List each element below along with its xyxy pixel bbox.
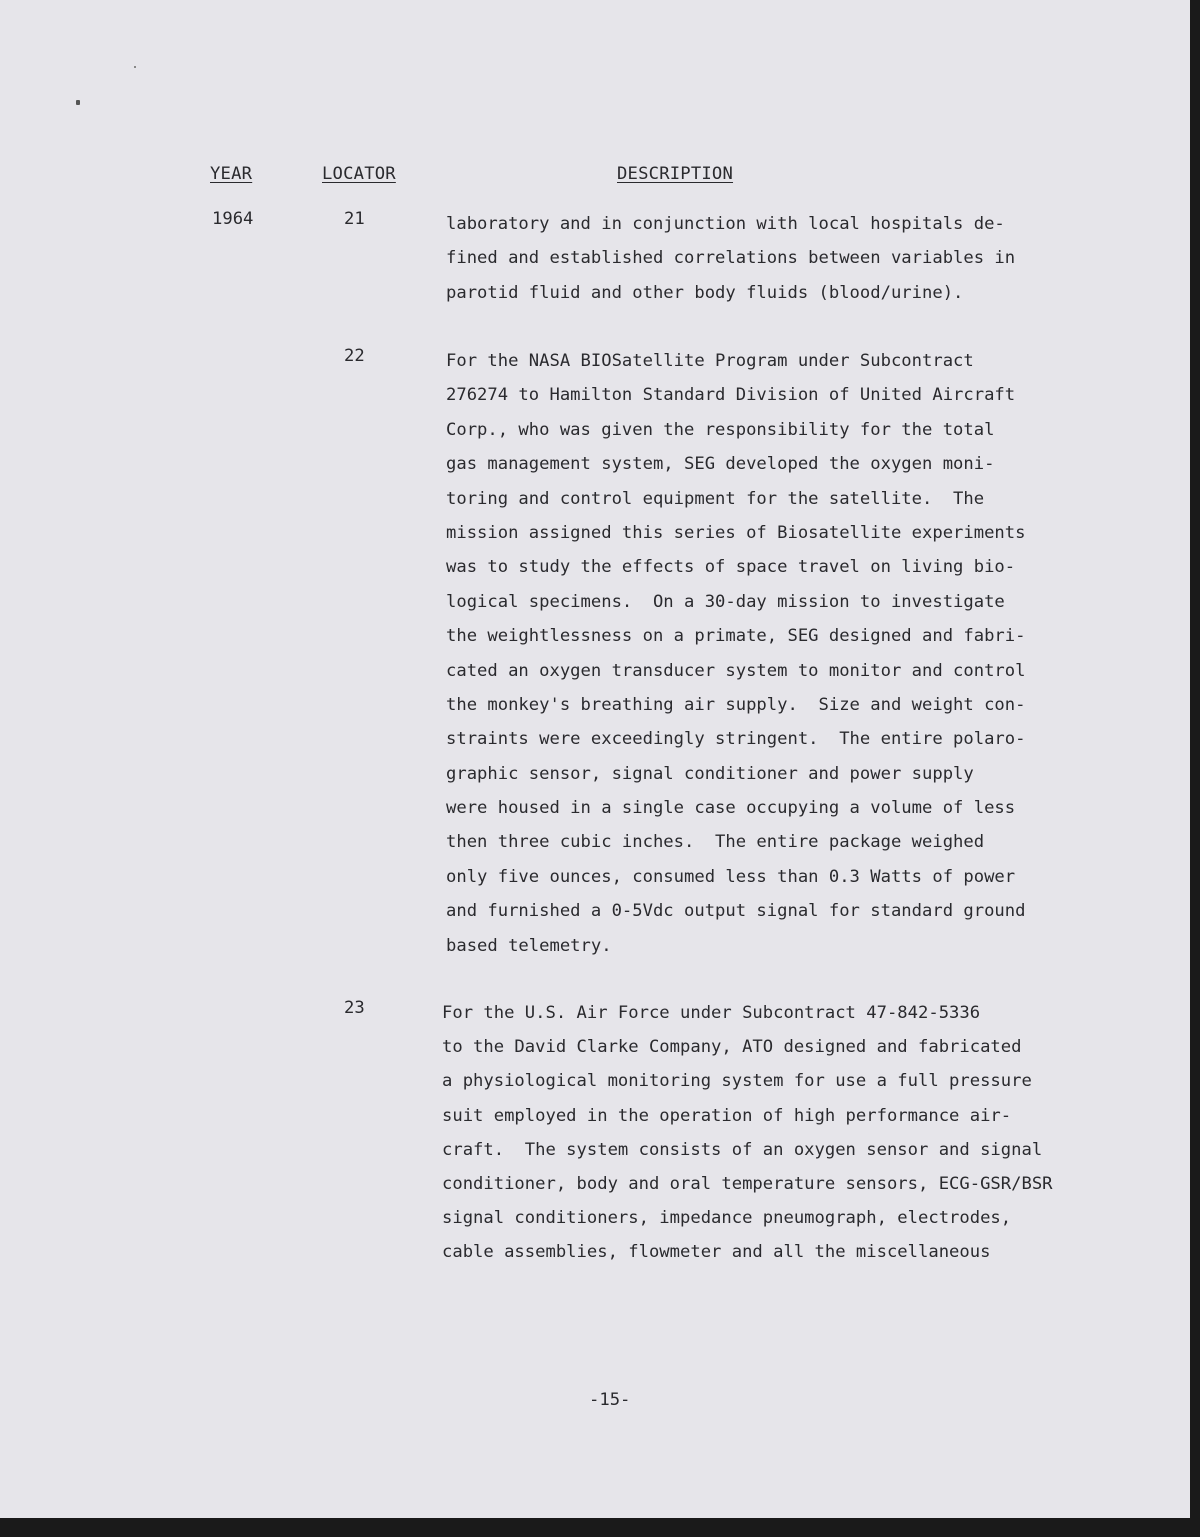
margin-dot [134, 66, 136, 68]
description-line: cated an oxygen transducer system to monitor and control [446, 660, 1026, 681]
description-line: For the NASA BIOSatellite Program under Subcontract [446, 351, 974, 371]
description-line: mission assigned this series of Biosatellite experiments [446, 522, 1026, 543]
description-line: straints were exceedingly stringent. The entire polaro- [446, 729, 1026, 750]
description-line: the weightlessness on a primate, SEG designed and fabri- [446, 626, 1026, 647]
description-line: only five ounces, consumed less than 0.3 Watts of power [446, 866, 1016, 887]
column-header-year: YEAR [210, 164, 253, 184]
description-line: signal conditioners, impedance pneumograph, electrodes, [442, 1208, 1012, 1229]
margin-speck [76, 100, 80, 105]
description-line: suit employed in the operation of high performance air- [442, 1105, 1012, 1126]
description-line: gas management system, SEG developed the oxygen moni- [446, 454, 995, 475]
description-line: fined and established correlations between variables in [446, 248, 1016, 269]
description-line: Corp., who was given the responsibility for the total [446, 419, 995, 440]
description-line: For the U.S. Air Force under Subcontract 47-842-5336 [442, 1003, 981, 1023]
description-line: the monkey's breathing air supply. Size and weight con- [446, 694, 1026, 715]
column-header-description: DESCRIPTION [617, 164, 734, 184]
description-line: was to study the effects of space travel on living bio- [446, 557, 1016, 578]
description-line: conditioner, body and oral temperature sensors, ECG-GSR/BSR [442, 1173, 1053, 1194]
description-line: logical specimens. On a 30-day mission to investigate [446, 591, 1005, 612]
description-line: laboratory and in conjunction with local hospitals de- [446, 214, 1005, 234]
description-line: parotid fluid and other body fluids (blood/urine). [446, 282, 964, 303]
page-number: -15- [589, 1390, 631, 1410]
description-line: then three cubic inches. The entire package weighed [446, 832, 985, 853]
description-line: a physiological monitoring system for use a full pressure [442, 1071, 1032, 1092]
description-line: and furnished a 0-5Vdc output signal for standard ground [446, 901, 1026, 922]
description-line: 276274 to Hamilton Standard Division of United Aircraft [446, 385, 1016, 406]
description-line: cable assemblies, flowmeter and all the miscellaneous [442, 1242, 991, 1263]
locator-21: 21 [344, 209, 365, 229]
description-23 [442, 996, 1142, 1270]
description-line: graphic sensor, signal conditioner and power supply [446, 763, 974, 784]
description-line: toring and control equipment for the satellite. The [446, 488, 985, 509]
locator-22: 22 [344, 346, 365, 366]
description-22 [446, 344, 1146, 963]
year-value: 1964 [212, 209, 254, 229]
description-line: based telemetry. [446, 935, 612, 956]
description-21 [446, 207, 1146, 310]
description-line: craft. The system consists of an oxygen sensor and signal [442, 1139, 1043, 1160]
column-header-locator: LOCATOR [322, 164, 396, 184]
description-line: to the David Clarke Company, ATO designed and fabricated [442, 1037, 1022, 1058]
description-line: were housed in a single case occupying a volume of less [446, 798, 1016, 819]
locator-23: 23 [344, 998, 365, 1018]
